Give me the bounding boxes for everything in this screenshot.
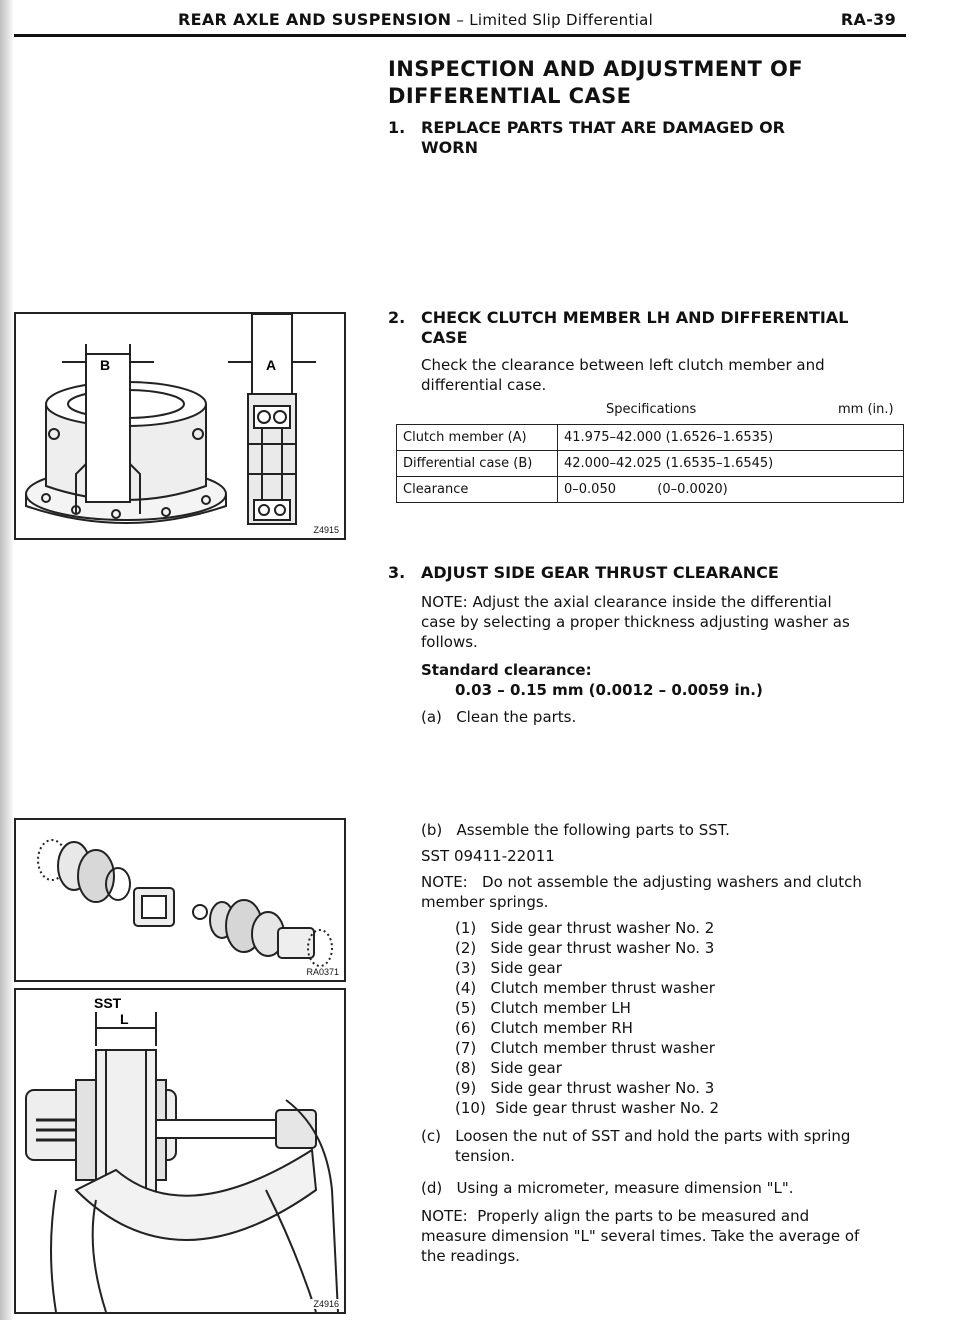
step-3-note-3-line-1: NOTE: Properly align the parts to be measured and (421, 1207, 810, 1225)
step-3-note-3 (421, 1206, 911, 1266)
spec-table (396, 424, 904, 503)
step-3-note-line-2: case by selecting a proper thickness adjusting washer as (421, 613, 850, 631)
spec-value: 41.975–42.000 (1.6526–1.6535) (558, 425, 904, 451)
list-item: (6) Clutch member RH (455, 1019, 633, 1037)
header-subsection: – Limited Slip Differential (451, 11, 654, 29)
spec-key: Differential case (B) (397, 451, 558, 477)
substep-a: (a) Clean the parts. (421, 708, 577, 726)
substep-c-line-2: tension. (455, 1147, 516, 1165)
step-3-heading (388, 563, 908, 585)
exploded-parts-illustration (16, 820, 344, 980)
step-3-note (421, 592, 911, 652)
figure-code-1: Z4915 (313, 525, 339, 535)
table-row (397, 451, 904, 477)
standard-clearance-label: Standard clearance: (421, 661, 592, 679)
figure-code-3: Z4916 (313, 1299, 339, 1309)
step-3-note-3-line-2: measure dimension "L" several times. Take the average of (421, 1227, 860, 1245)
step-3-note-line-1: NOTE: Adjust the axial clearance inside the differential (421, 593, 832, 611)
spec-value: 0–0.050 (0–0.0020) (558, 477, 904, 503)
step-3-note-2-line-1: NOTE: Do not assemble the adjusting washers and clutch (421, 873, 862, 891)
spec-caption: Specifications (606, 402, 697, 417)
figure-label-a: A (266, 357, 277, 373)
figure-code-2: RA0371 (306, 967, 339, 977)
step-3-note-2 (421, 872, 911, 912)
step-3-note-line-3: follows. (421, 633, 478, 651)
spec-key: Clutch member (A) (397, 425, 558, 451)
step-2-number: 2. (388, 308, 406, 327)
list-item: (1) Side gear thrust washer No. 2 (455, 919, 715, 937)
figure-label-sst: SST (94, 995, 122, 1011)
micrometer-measurement-illustration (16, 990, 344, 1312)
substep-c (421, 1126, 911, 1166)
header-section-title: REAR AXLE AND SUSPENSION (178, 10, 452, 29)
substep-d: (d) Using a micrometer, measure dimension "L". (421, 1179, 794, 1197)
step-2-label-line-1: CHECK CLUTCH MEMBER LH AND DIFFERENTIAL (421, 308, 849, 327)
spec-key: Clearance (397, 477, 558, 503)
figure-exploded-parts (14, 818, 346, 982)
spec-value: 42.000–42.025 (1.6535–1.6545) (558, 451, 904, 477)
figure-label-b: B (100, 357, 111, 373)
page-title (388, 56, 908, 110)
step-1-number: 1. (388, 118, 406, 137)
step-2-body (421, 355, 911, 395)
page-header (140, 6, 900, 32)
step-2-heading (388, 308, 908, 352)
differential-case-illustration (16, 314, 344, 538)
list-item: (10) Side gear thrust washer No. 2 (455, 1099, 720, 1117)
header-rule (14, 34, 906, 37)
page-title-line-2: DIFFERENTIAL CASE (388, 84, 632, 108)
page-title-line-1: INSPECTION AND ADJUSTMENT OF (388, 57, 803, 81)
figure-label-l: L (120, 1011, 129, 1027)
step-2-body-line-1: Check the clearance between left clutch member and (421, 356, 825, 374)
substep-c-line-1: (c) Loosen the nut of SST and hold the parts with spring (421, 1127, 851, 1145)
step-2-label-line-2: CASE (421, 328, 468, 347)
step-1-label-line-2: WORN (421, 138, 478, 157)
step-3-number: 3. (388, 563, 406, 582)
figure-differential-case (14, 312, 346, 540)
list-item: (3) Side gear (455, 959, 562, 977)
page-binding-edge (0, 0, 14, 1320)
header-section (178, 10, 653, 29)
step-3-label: ADJUST SIDE GEAR THRUST CLEARANCE (421, 563, 779, 582)
standard-clearance-value: 0.03 – 0.15 mm (0.0012 – 0.0059 in.) (455, 681, 763, 699)
list-item: (8) Side gear (455, 1059, 562, 1077)
step-1-label-line-1: REPLACE PARTS THAT ARE DAMAGED OR (421, 118, 785, 137)
list-item: (5) Clutch member LH (455, 999, 631, 1017)
step-3-note-2-line-2: member springs. (421, 893, 549, 911)
sst-number: SST 09411-22011 (421, 847, 555, 865)
figure-micrometer-measurement (14, 988, 346, 1314)
page-number: RA-39 (840, 10, 896, 29)
step-3-note-3-line-3: the readings. (421, 1247, 520, 1265)
substep-b: (b) Assemble the following parts to SST. (421, 821, 730, 839)
step-1-heading (388, 118, 908, 162)
step-2-body-line-2: differential case. (421, 376, 547, 394)
list-item: (2) Side gear thrust washer No. 3 (455, 939, 715, 957)
table-row (397, 425, 904, 451)
table-row (397, 477, 904, 503)
list-item: (7) Clutch member thrust washer (455, 1039, 715, 1057)
list-item: (4) Clutch member thrust washer (455, 979, 715, 997)
list-item: (9) Side gear thrust washer No. 3 (455, 1079, 715, 1097)
spec-unit: mm (in.) (838, 402, 894, 417)
